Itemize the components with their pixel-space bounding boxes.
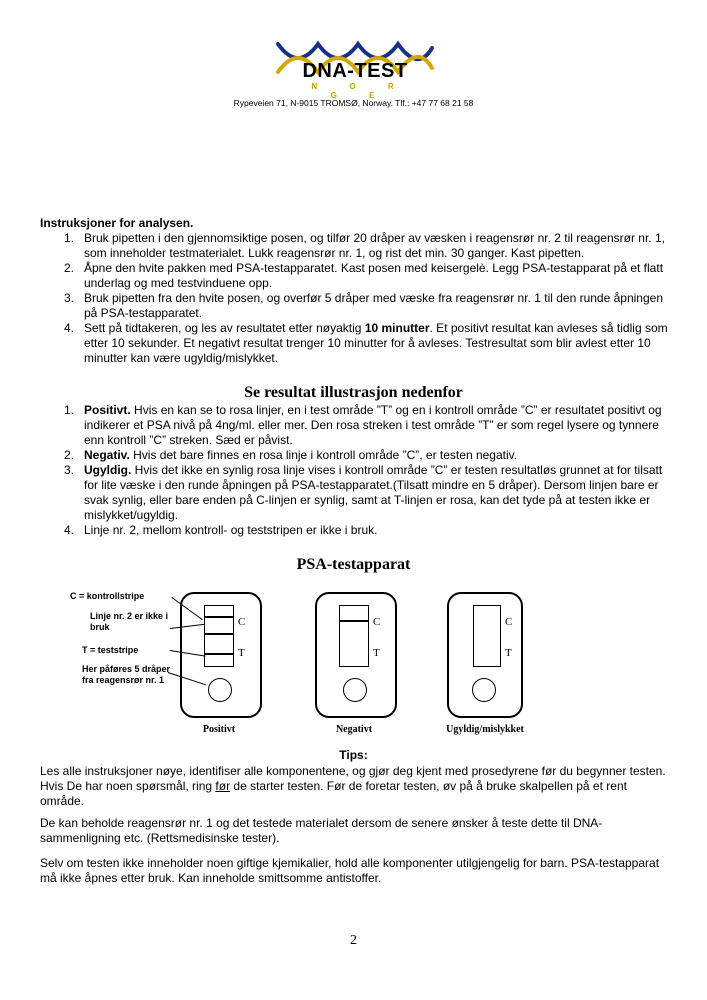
letter-t: T xyxy=(238,647,245,659)
control-line xyxy=(340,620,368,622)
test-window xyxy=(473,605,501,667)
line-2 xyxy=(205,633,233,635)
instructions-heading: Instruksjoner for analysen. xyxy=(40,216,194,230)
list-item: 1. Bruk pipetten i den gjennomsiktige posen, og tilfør 20 dråper av væsken i reagensrør nr. 2 til reagensrør nr. 1, som inneholder testmaterialet. Lukk reagensrør nr. 1, og rist det min. 30 ganger. Kast pipetten. xyxy=(64,231,665,260)
label-sample-well: Her påføres 5 dråper fra reagensrør nr. 1 xyxy=(82,664,171,685)
sample-well xyxy=(208,678,232,702)
caption-positive: Positivt xyxy=(202,724,236,735)
sample-well xyxy=(472,678,496,702)
test-device-positive xyxy=(180,592,262,718)
test-device-negative xyxy=(315,592,397,718)
results-list xyxy=(40,403,676,538)
list-item: 3. Bruk pipetten fra den hvite posen, og overfør 5 dråper med væske fra reagensrør nr. 1 til den runde åpningen på PSA-testapparatet. xyxy=(64,291,663,320)
letter-c: C xyxy=(505,616,513,628)
sample-well xyxy=(343,678,367,702)
list-item: 3. Ugyldig. Hvis det ikke en synlig rosa linje vises i kontroll område ”C” er testen resultatløs grunnet at for tilsatt for lite væske i den runde åpningen på PSA-testapparatet.(Tilsatt mindre en 5 dråper). Dersom linjen bare er svak synlig, eller bare enden på C-linjen er synlig, samt at T-linjen er rosa, kan det tyde på at testen ikke er mislykket/ugyldig. xyxy=(64,463,663,522)
test-window xyxy=(204,605,234,667)
figure-heading: PSA-testapparat xyxy=(296,556,411,573)
letter-t: T xyxy=(373,647,380,659)
caption-negative: Negativt xyxy=(335,724,373,735)
label-line2: Linje nr. 2 er ikke i bruk xyxy=(90,611,169,632)
tips-paragraph-1: Les alle instruksjoner nøye, identifiser alle komponentene, og gjør deg kjent med prosedyrene før du begynner testen. Hvis De har noen spørsmål, ring før de starter testen. Før de foretar testen, øv på å bruke skalpellen på et rent område. xyxy=(40,764,666,808)
control-line xyxy=(205,616,233,618)
page-number: 2 xyxy=(350,933,357,948)
test-device-invalid xyxy=(447,592,523,718)
tips-paragraph-3: Selv om testen ikke inneholder noen giftige kjemikalier, hold alle komponenter utilgjengelig for barn. PSA-testapparat må ikke åpnes etter bruk. Kan inneholde smittsomme antistoffer. xyxy=(40,856,660,885)
label-test-stripe: T = teststripe xyxy=(82,645,139,655)
test-line xyxy=(205,653,233,655)
caption-invalid: Ugyldig/mislykket xyxy=(446,724,524,735)
instructions-list xyxy=(40,231,676,366)
list-item: 2. Negativ. Hvis det bare finnes en rosa linje i kontroll område ”C”, er testen negativ. xyxy=(64,448,518,462)
letter-c: C xyxy=(373,616,381,628)
logo-title: DNA-TEST xyxy=(302,60,408,82)
test-window xyxy=(339,605,369,667)
logo-subtitle: N O R G E xyxy=(311,82,409,100)
company-address: Rypeveien 71, N-9015 TROMSØ, Norway. Tlf.: +47 77 68 21 58 xyxy=(233,98,474,108)
label-control-stripe: C = kontrollstripe xyxy=(70,591,145,601)
tips-paragraph-2: De kan beholde reagensrør nr. 1 og det testede materialet dersom de senere ønsker å teste dette til DNA-sammenligning etc. (Rettsmedisinske tester). xyxy=(40,816,603,845)
tips-heading: Tips: xyxy=(339,748,368,762)
results-heading: Se resultat illustrasjon nedenfor xyxy=(244,384,463,401)
letter-c: C xyxy=(238,616,246,628)
letter-t: T xyxy=(505,647,512,659)
list-item: 4. Linje nr. 2, mellom kontroll- og teststripen er ikke i bruk. xyxy=(64,523,378,537)
list-item: 4. Sett på tidtakeren, og les av resultatet etter nøyaktig 10 minutter. Et positivt resultat kan avleses så tidlig som etter 10 sekunder. Et negativt resultat trenger 10 minutter for å avleses. Testresultat som blir avlest etter 10 minutter kan være ugyldig/mislykket. xyxy=(64,321,668,365)
list-item: 1. Positivt. Hvis en kan se to rosa linjer, en i test område ”T” og en i kontroll område ”C” er resultatet positivt og indikerer et PSA nivå på 4ng/ml. eller mer. Den rosa streken i test område ”T” er som regel lysere og tynnere enn kontroll ”C” streken. Sæd er påvist. xyxy=(64,403,662,447)
list-item: 2. Åpne den hvite pakken med PSA-testapparatet. Kast posen med keisergelè. Legg PSA-testapparat på et flatt underlag og med testvinduene opp. xyxy=(64,261,664,290)
